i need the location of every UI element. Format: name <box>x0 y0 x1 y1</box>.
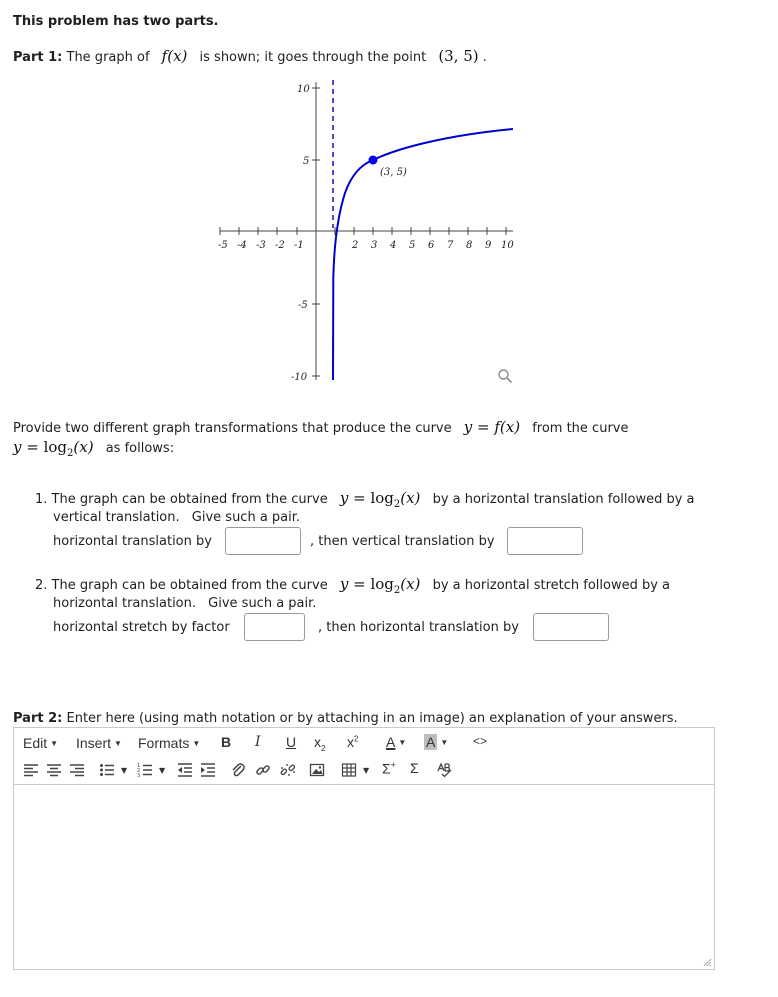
x-tick-label: 3 <box>371 240 378 251</box>
insert-equation-button[interactable]: Σ+ <box>382 760 396 777</box>
menu-edit[interactable]: Edit ▼ <box>23 735 59 751</box>
x-tick-label: 7 <box>447 240 454 251</box>
link-icon[interactable] <box>255 762 271 778</box>
rich-text-editor <box>13 727 715 970</box>
part1-point: (3, 5) <box>438 47 479 65</box>
q1-eq: $y = \log_2(x)$ <box>339 489 421 510</box>
q1-horizontal-translation-input[interactable] <box>225 527 301 555</box>
align-center-icon[interactable] <box>46 762 62 778</box>
q2-number: 2. <box>35 578 48 593</box>
magnifier-icon[interactable] <box>497 368 513 384</box>
x-tick-label: -4 <box>237 240 247 251</box>
q1-label-2: , then vertical translation by <box>310 534 495 549</box>
q1-text-b: by a horizontal translation followed by a <box>432 492 695 507</box>
q2-horizontal-translation-input[interactable] <box>533 613 609 641</box>
part1-label: Part 1: <box>13 50 63 65</box>
part1-period: . <box>482 50 487 65</box>
chevron-down-icon: ▼ <box>398 738 407 747</box>
bold-button[interactable]: B <box>221 734 232 750</box>
chevron-down-icon: ▼ <box>440 738 449 747</box>
x-tick-label: 4 <box>390 240 397 251</box>
italic-button[interactable]: I <box>255 734 261 750</box>
q2-text-d: Give such a pair. <box>208 596 317 611</box>
svg-text:2: 2 <box>137 768 141 774</box>
q1-number: 1. <box>35 492 48 507</box>
part1-fx: f(x) <box>161 47 188 65</box>
editor-content-area[interactable] <box>14 786 714 970</box>
q2-text-a: The graph can be obtained from the curve <box>51 578 328 593</box>
part2-label: Part 2: <box>13 711 63 726</box>
provide-text-2: from the curve <box>532 421 629 436</box>
chevron-down-icon: ▼ <box>50 739 59 748</box>
provide-eq-1: y = f(x) <box>463 418 521 436</box>
spellcheck-icon[interactable] <box>437 762 453 778</box>
x-tick-label: 6 <box>428 240 435 251</box>
outdent-icon[interactable] <box>177 762 193 778</box>
chevron-down-icon[interactable]: ▼ <box>121 766 128 775</box>
q1-text-c: vertical translation. <box>53 510 180 525</box>
superscript-button[interactable]: $x^2$ <box>347 734 359 750</box>
menu-formats[interactable]: Formats ▼ <box>138 735 201 751</box>
q1-line-2 <box>53 510 300 525</box>
q1-text-a: The graph can be obtained from the curve <box>51 492 328 507</box>
y-tick-label: 10 <box>297 84 310 95</box>
align-right-icon[interactable] <box>69 762 85 778</box>
provide-line-1 <box>13 418 628 436</box>
x-tick-label: 2 <box>352 240 359 251</box>
x-tick-label: 10 <box>501 240 514 251</box>
function-graph <box>195 78 525 390</box>
q2-text-c: horizontal translation. <box>53 596 197 611</box>
q2-stretch-factor-input[interactable] <box>244 613 305 641</box>
x-tick-label: -3 <box>256 240 266 251</box>
x-tick-label: 9 <box>485 240 492 251</box>
part1-text-before: The graph of <box>66 50 150 65</box>
indent-icon[interactable] <box>200 762 216 778</box>
part2-text: Enter here (using math notation or by attaching in an image) an explanation of your answers. <box>66 711 678 726</box>
part1-text-middle: is shown; it goes through the point <box>199 50 427 65</box>
q2-line-2 <box>53 596 316 611</box>
numbered-list-icon[interactable] <box>137 762 153 778</box>
image-icon[interactable] <box>309 762 325 778</box>
q1-vertical-translation-input[interactable] <box>507 527 583 555</box>
chevron-down-icon: ▼ <box>114 739 122 748</box>
q2-label-1: horizontal stretch by factor <box>53 620 230 635</box>
resize-handle-icon[interactable] <box>703 958 712 967</box>
x-tick-label: -1 <box>294 240 304 251</box>
text-color-button[interactable]: A ▼ <box>386 734 407 750</box>
chevron-down-icon: ▼ <box>192 739 201 748</box>
part1-line <box>13 47 487 65</box>
q1-text-d: Give such a pair. <box>191 510 301 525</box>
svg-text:3: 3 <box>137 773 141 778</box>
intro-text: This problem has two parts. <box>13 14 219 29</box>
provide-eq-2: $y = \log_2(x)$ <box>13 438 94 459</box>
x-tick-label: -2 <box>275 240 285 251</box>
y-tick-label: -5 <box>298 300 308 311</box>
x-tick-label: 8 <box>466 240 473 251</box>
subscript-button[interactable]: $x_2$ <box>314 734 326 753</box>
align-left-icon[interactable] <box>23 762 39 778</box>
underline-button[interactable]: U <box>286 734 297 750</box>
q1-label-1: horizontal translation by <box>53 534 212 549</box>
q2-line-1 <box>35 575 670 596</box>
svg-text:1: 1 <box>137 763 141 769</box>
attachment-icon[interactable] <box>230 762 246 778</box>
bullet-list-icon[interactable] <box>99 762 115 778</box>
source-code-button[interactable]: <> <box>473 734 488 748</box>
log-curve <box>333 129 513 380</box>
point-label: (3, 5) <box>380 167 407 178</box>
chevron-down-icon[interactable]: ▼ <box>363 766 370 775</box>
x-tick-label: 5 <box>409 240 416 251</box>
y-tick-label: 5 <box>303 156 310 167</box>
q2-eq: $y = \log_2(x)$ <box>339 575 421 596</box>
q2-text-b: by a horizontal stretch followed by a <box>432 578 671 593</box>
q2-label-2: , then horizontal translation by <box>318 620 519 635</box>
y-tick-label: -10 <box>291 372 308 383</box>
background-color-button[interactable]: A ▼ <box>426 734 449 750</box>
x-tick-label: -5 <box>218 240 228 251</box>
point-marker <box>369 156 378 165</box>
editor-menubar <box>14 728 714 756</box>
provide-line-2 <box>13 438 174 459</box>
table-icon[interactable] <box>341 762 357 778</box>
unlink-icon[interactable] <box>280 762 296 778</box>
provide-text-1: Provide two different graph transformations that produce the curve <box>13 421 452 436</box>
editor-toolbar <box>14 757 714 785</box>
menu-insert[interactable]: Insert ▼ <box>76 735 122 751</box>
chevron-down-icon[interactable]: ▼ <box>159 766 166 775</box>
provide-text-3: as follows: <box>105 441 175 456</box>
part2-line <box>13 711 678 726</box>
q1-line-1 <box>35 489 695 510</box>
math-editor-button[interactable]: Σ <box>410 760 419 776</box>
